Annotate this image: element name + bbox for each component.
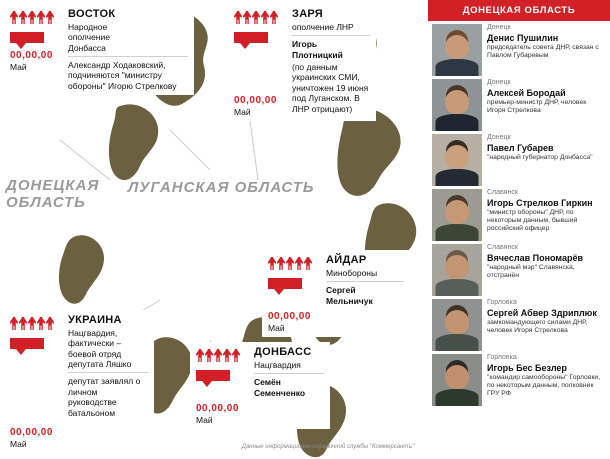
card-line2-vostok: ополчение xyxy=(68,32,110,43)
count-ukraina: 00,00,00 xyxy=(10,427,53,438)
count-zarya: 00,00,00 xyxy=(234,95,277,106)
person-name: Павел Губарев xyxy=(487,142,554,153)
avatar xyxy=(432,79,482,131)
person-name: Алексей Бородай xyxy=(487,87,566,98)
card-title-donbass: ДОНБАСС xyxy=(254,346,312,358)
card-title-zarya: ЗАРЯ xyxy=(292,8,324,20)
bar-zarya xyxy=(234,32,268,43)
bar-vostok xyxy=(10,32,44,43)
figure-group-zarya xyxy=(234,11,292,29)
person-city: Донецк xyxy=(487,24,511,31)
figure-group-vostok xyxy=(10,11,68,29)
person-desc: замкомандующего силами ДНР, человек Игоря Стрелкова xyxy=(487,319,588,335)
card-line3-vostok: Донбасса xyxy=(68,42,106,53)
month-ukraina: Май xyxy=(10,439,27,449)
divider-ukraina xyxy=(68,372,148,373)
count-donbass: 00,00,00 xyxy=(196,403,239,414)
person-desc: председатель совета ДНР, связан с Павлом Губаревым xyxy=(487,44,599,60)
bar-aidar xyxy=(268,278,302,289)
divider-donbass xyxy=(254,373,324,374)
person-city: Горловка xyxy=(487,354,517,361)
avatar xyxy=(432,354,482,406)
card-title-aidar: АЙДАР xyxy=(326,254,367,266)
card-person-zarya: Игорь Плотницкий xyxy=(292,39,343,60)
person-row[interactable] xyxy=(428,131,610,186)
card-person-aidar: Сергей Мельничук xyxy=(326,285,373,306)
person-desc: "народный мэр" Славянска, отстранён xyxy=(487,264,575,280)
person-desc: "народный губернатор Донбасса" xyxy=(487,154,593,162)
people-panel xyxy=(428,0,610,459)
card-ukraina[interactable] xyxy=(4,310,154,453)
region-label-donetsk: ДОНЕЦКАЯ ОБЛАСТЬ xyxy=(6,177,100,211)
card-person-donbass: Семён Семенченко xyxy=(254,377,306,398)
region-label-lugansk: ЛУГАНСКАЯ ОБЛАСТЬ xyxy=(128,179,315,196)
card-aidar[interactable] xyxy=(262,250,410,337)
month-donbass: Май xyxy=(196,415,213,425)
person-row[interactable] xyxy=(428,186,610,241)
person-city: Горловка xyxy=(487,299,517,306)
figure-group-aidar xyxy=(268,257,326,275)
count-aidar: 00,00,00 xyxy=(268,311,311,322)
avatar xyxy=(432,134,482,186)
month-vostok: Май xyxy=(10,62,27,72)
card-vostok[interactable] xyxy=(4,4,194,95)
bar-donbass xyxy=(196,370,230,381)
card-zarya[interactable] xyxy=(228,4,376,121)
figure-group-ukraina xyxy=(10,317,68,335)
person-row[interactable] xyxy=(428,241,610,296)
person-city: Донецк xyxy=(487,134,511,141)
card-line1-zarya: ополчение ЛНР xyxy=(292,22,354,32)
person-desc: "командир самообороны" Горловки, по некоторым данным, полковник ГРУ РФ xyxy=(487,374,601,398)
panel-header: ДОНЕЦКАЯ ОБЛАСТЬ xyxy=(428,0,610,21)
divider-vostok xyxy=(68,56,188,57)
person-desc: "министр обороны" ДНР, по некоторым данным, бывший российский офицер xyxy=(487,209,578,233)
month-zarya: Май xyxy=(234,107,251,117)
person-city: Славянск xyxy=(487,189,518,196)
card-line1-vostok: Народное xyxy=(68,22,108,32)
card-donbass[interactable] xyxy=(190,342,330,429)
avatar xyxy=(432,189,482,241)
source-note: Данные информационно-справочной службы "Коммерсантъ" xyxy=(241,444,415,450)
people-list xyxy=(428,21,610,406)
count-vostok: 00,00,00 xyxy=(10,50,53,61)
avatar xyxy=(432,244,482,296)
person-row[interactable] xyxy=(428,351,610,406)
person-name: Денис Пушилин xyxy=(487,32,559,43)
card-line1-donbass: Нацгвардия xyxy=(254,360,301,370)
person-name: Игорь Бес Безлер xyxy=(487,362,567,373)
month-aidar: Май xyxy=(268,323,285,333)
avatar xyxy=(432,24,482,76)
card-title-ukraina: УКРАИНА xyxy=(68,314,122,326)
person-city: Славянск xyxy=(487,244,518,251)
person-row[interactable] xyxy=(428,21,610,76)
person-row[interactable] xyxy=(428,76,610,131)
avatar xyxy=(432,299,482,351)
divider-zarya xyxy=(292,35,370,36)
card-note-zarya: (по данным украинских СМИ, уничтожен 19 июня под Луганском. В ЛНР отрицают) xyxy=(292,62,369,114)
divider-aidar xyxy=(326,281,404,282)
card-note-vostok: Александр Ходаковский, подчиняются "министру обороны" Игорю Стрелкову xyxy=(68,60,177,91)
person-name: Сергей Абвер Здриплюк xyxy=(487,307,597,318)
person-row[interactable] xyxy=(428,296,610,351)
person-name: Игорь Стрелков Гиркин xyxy=(487,197,593,208)
figure-group-donbass xyxy=(196,349,254,367)
card-title-vostok: ВОСТОК xyxy=(68,8,116,20)
person-name: Вячеслав Пономарёв xyxy=(487,252,583,263)
card-line1-aidar: Минобороны xyxy=(326,268,378,278)
person-desc: премьер-министр ДНР, человек Игоря Стрелкова xyxy=(487,99,587,115)
card-line1-ukraina: Нацгвардия, фактически – боевой отряд депутата Ляшко xyxy=(68,328,132,370)
person-city: Донецк xyxy=(487,79,511,86)
card-note-ukraina: депутат заявлял о личном руководстве батальоном xyxy=(68,376,141,418)
bar-ukraina xyxy=(10,338,44,349)
